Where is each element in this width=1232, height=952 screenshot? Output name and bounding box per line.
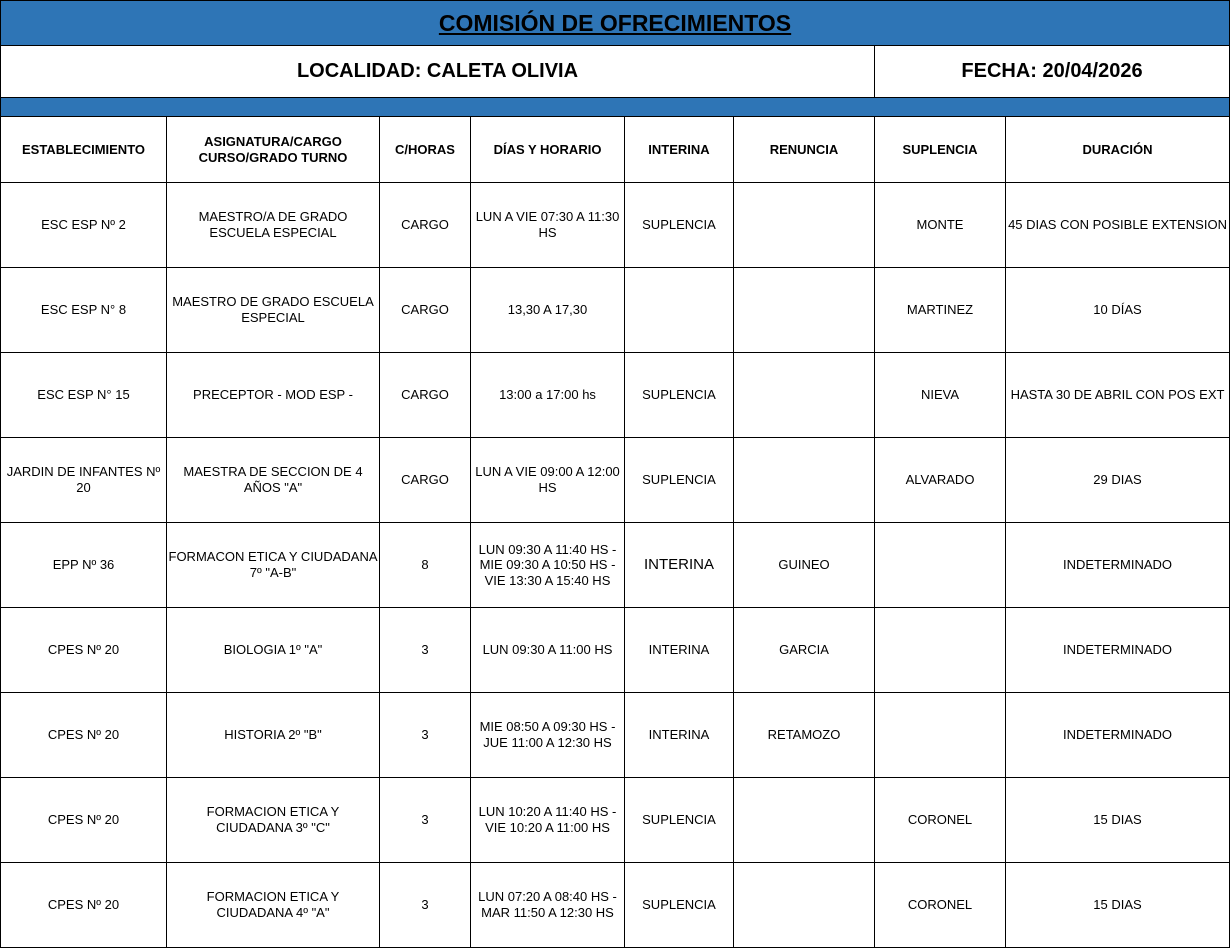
cell-renuncia bbox=[734, 183, 875, 268]
cell-suplencia: ALVARADO bbox=[875, 438, 1006, 523]
table-row bbox=[1, 608, 1230, 693]
header-row bbox=[1, 117, 1230, 183]
table-row bbox=[1, 353, 1230, 438]
cell-duracion: INDETERMINADO bbox=[1006, 693, 1230, 778]
cell-establecimiento: ESC ESP N° 15 bbox=[1, 353, 167, 438]
cell-choras: CARGO bbox=[380, 183, 471, 268]
cell-suplencia bbox=[875, 523, 1006, 608]
cell-establecimiento: JARDIN DE INFANTES Nº 20 bbox=[1, 438, 167, 523]
cell-renuncia bbox=[734, 353, 875, 438]
cell-choras: CARGO bbox=[380, 268, 471, 353]
cell-establecimiento: ESC ESP Nº 2 bbox=[1, 183, 167, 268]
cell-duracion: INDETERMINADO bbox=[1006, 523, 1230, 608]
cell-asignatura: PRECEPTOR - MOD ESP - bbox=[167, 353, 380, 438]
cell-suplencia: MONTE bbox=[875, 183, 1006, 268]
cell-asignatura: HISTORIA 2º "B" bbox=[167, 693, 380, 778]
cell-dias: LUN 09:30 A 11:00 HS bbox=[471, 608, 625, 693]
cell-duracion: 10 DÍAS bbox=[1006, 268, 1230, 353]
cell-interina: SUPLENCIA bbox=[625, 778, 734, 863]
blue-band-cell bbox=[1, 98, 1230, 117]
cell-suplencia bbox=[875, 608, 1006, 693]
cell-suplencia bbox=[875, 693, 1006, 778]
cell-dias: LUN 07:20 A 08:40 HS - MAR 11:50 A 12:30 HS bbox=[471, 863, 625, 948]
table-row bbox=[1, 863, 1230, 948]
cell-interina: SUPLENCIA bbox=[625, 183, 734, 268]
cell-establecimiento: CPES Nº 20 bbox=[1, 608, 167, 693]
location-row bbox=[1, 46, 1230, 98]
cell-choras: CARGO bbox=[380, 353, 471, 438]
cell-suplencia: MARTINEZ bbox=[875, 268, 1006, 353]
cell-choras: CARGO bbox=[380, 438, 471, 523]
cell-dias: MIE 08:50 A 09:30 HS - JUE 11:00 A 12:30 HS bbox=[471, 693, 625, 778]
cell-duracion: HASTA 30 DE ABRIL CON POS EXT bbox=[1006, 353, 1230, 438]
header-suplencia: SUPLENCIA bbox=[875, 117, 1006, 183]
cell-renuncia bbox=[734, 438, 875, 523]
cell-choras: 3 bbox=[380, 863, 471, 948]
cell-suplencia: CORONEL bbox=[875, 778, 1006, 863]
cell-renuncia bbox=[734, 778, 875, 863]
cell-establecimiento: CPES Nº 20 bbox=[1, 693, 167, 778]
cell-choras: 3 bbox=[380, 778, 471, 863]
cell-interina: INTERINA bbox=[625, 608, 734, 693]
cell-dias: LUN A VIE 07:30 A 11:30 HS bbox=[471, 183, 625, 268]
cell-dias: 13:00 a 17:00 hs bbox=[471, 353, 625, 438]
date-label: FECHA: 20/04/2026 bbox=[875, 46, 1230, 98]
cell-asignatura: FORMACION ETICA Y CIUDADANA 3º "C" bbox=[167, 778, 380, 863]
sheet-title: COMISIÓN DE OFRECIMIENTOS bbox=[1, 1, 1230, 46]
locality-label: LOCALIDAD: CALETA OLIVIA bbox=[1, 46, 875, 98]
cell-establecimiento: CPES Nº 20 bbox=[1, 863, 167, 948]
cell-suplencia: NIEVA bbox=[875, 353, 1006, 438]
cell-asignatura: MAESTRO DE GRADO ESCUELA ESPECIAL bbox=[167, 268, 380, 353]
table-row bbox=[1, 183, 1230, 268]
cell-dias: 13,30 A 17,30 bbox=[471, 268, 625, 353]
cell-interina: SUPLENCIA bbox=[625, 438, 734, 523]
cell-interina: INTERINA bbox=[625, 523, 734, 608]
header-interina: INTERINA bbox=[625, 117, 734, 183]
cell-choras: 3 bbox=[380, 608, 471, 693]
cell-interina: INTERINA bbox=[625, 693, 734, 778]
header-renuncia: RENUNCIA bbox=[734, 117, 875, 183]
cell-establecimiento: EPP Nº 36 bbox=[1, 523, 167, 608]
cell-duracion: INDETERMINADO bbox=[1006, 608, 1230, 693]
table-body bbox=[1, 183, 1230, 948]
header-asignatura: ASIGNATURA/CARGO CURSO/GRADO TURNO bbox=[167, 117, 380, 183]
cell-choras: 3 bbox=[380, 693, 471, 778]
table-row bbox=[1, 778, 1230, 863]
cell-renuncia bbox=[734, 863, 875, 948]
cell-interina bbox=[625, 268, 734, 353]
cell-duracion: 15 DIAS bbox=[1006, 863, 1230, 948]
table-row bbox=[1, 523, 1230, 608]
cell-renuncia bbox=[734, 268, 875, 353]
table-row bbox=[1, 693, 1230, 778]
cell-dias: LUN 09:30 A 11:40 HS - MIE 09:30 A 10:50 HS - VIE 13:30 A 15:40 HS bbox=[471, 523, 625, 608]
cell-asignatura: FORMACION ETICA Y CIUDADANA 4º "A" bbox=[167, 863, 380, 948]
cell-suplencia: CORONEL bbox=[875, 863, 1006, 948]
cell-interina: SUPLENCIA bbox=[625, 353, 734, 438]
header-establecimiento: ESTABLECIMIENTO bbox=[1, 117, 167, 183]
cell-asignatura: BIOLOGIA 1º "A" bbox=[167, 608, 380, 693]
cell-renuncia: GARCIA bbox=[734, 608, 875, 693]
cell-renuncia: RETAMOZO bbox=[734, 693, 875, 778]
table-row bbox=[1, 268, 1230, 353]
cell-asignatura: MAESTRO/A DE GRADO ESCUELA ESPECIAL bbox=[167, 183, 380, 268]
cell-duracion: 29 DIAS bbox=[1006, 438, 1230, 523]
header-dias: DÍAS Y HORARIO bbox=[471, 117, 625, 183]
table-row bbox=[1, 438, 1230, 523]
cell-establecimiento: ESC ESP N° 8 bbox=[1, 268, 167, 353]
cell-establecimiento: CPES Nº 20 bbox=[1, 778, 167, 863]
title-row bbox=[1, 1, 1230, 46]
header-duracion: DURACIÓN bbox=[1006, 117, 1230, 183]
cell-choras: 8 bbox=[380, 523, 471, 608]
cell-dias: LUN A VIE 09:00 A 12:00 HS bbox=[471, 438, 625, 523]
header-choras: C/HORAS bbox=[380, 117, 471, 183]
cell-duracion: 45 DIAS CON POSIBLE EXTENSION bbox=[1006, 183, 1230, 268]
blue-band bbox=[1, 98, 1230, 117]
cell-asignatura: FORMACON ETICA Y CIUDADANA 7º "A-B" bbox=[167, 523, 380, 608]
cell-renuncia: GUINEO bbox=[734, 523, 875, 608]
cell-duracion: 15 DIAS bbox=[1006, 778, 1230, 863]
cell-interina: SUPLENCIA bbox=[625, 863, 734, 948]
cell-dias: LUN 10:20 A 11:40 HS - VIE 10:20 A 11:00 HS bbox=[471, 778, 625, 863]
cell-asignatura: MAESTRA DE SECCION DE 4 AÑOS "A" bbox=[167, 438, 380, 523]
